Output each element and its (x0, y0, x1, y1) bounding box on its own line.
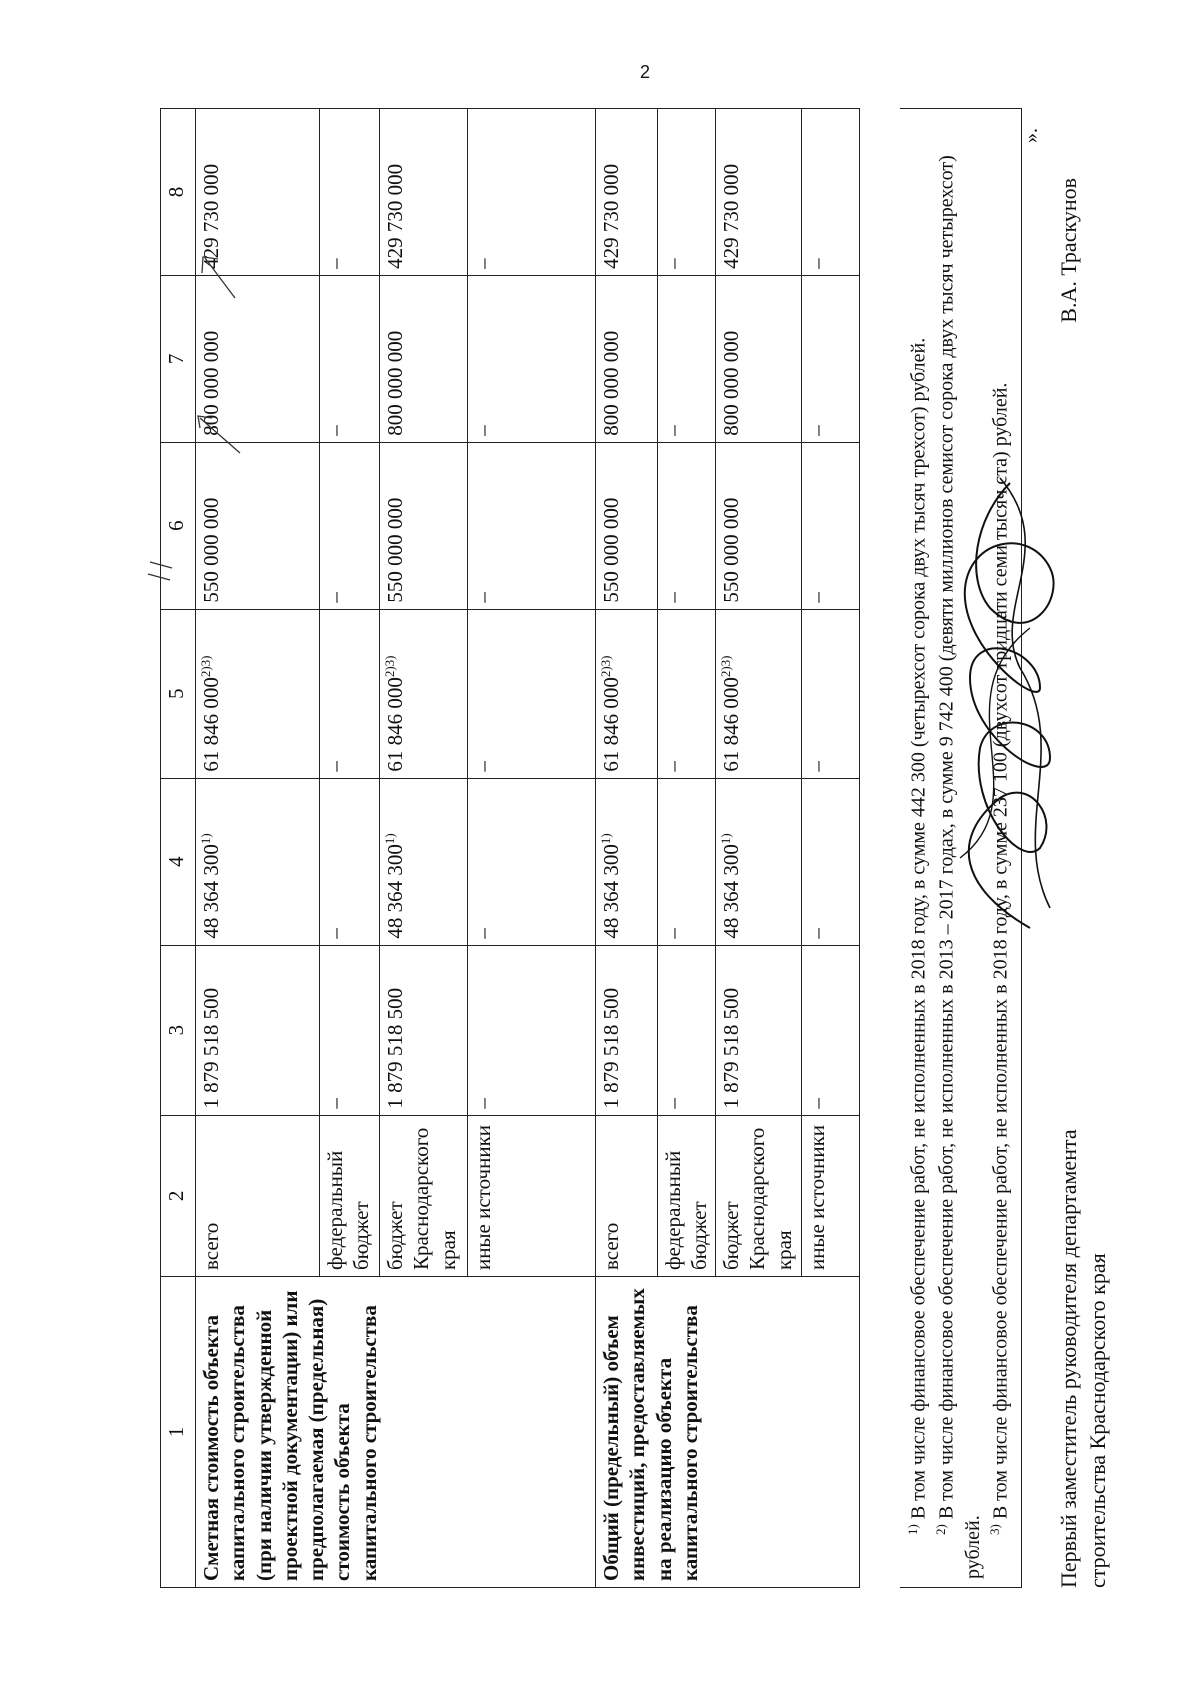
value-cell: 1 879 518 500 (716, 945, 802, 1115)
value-cell: 550 000 000 (196, 442, 320, 609)
footnote-mark: 2) (933, 1524, 949, 1535)
footnote-1 (904, 117, 932, 1579)
value-cell: – (468, 109, 596, 276)
value-cell: – (802, 945, 860, 1115)
footnote-text: В том числе финансовое обеспечение работ, не исполненных в 2018 году, в сумме 237 100 (двухсот тридцати семи тысяч ста) рублей. (990, 382, 1013, 1520)
page-number: 2 (640, 62, 651, 82)
value-cell: 800 000 000 (596, 275, 658, 442)
value-cell: 429 730 000 (716, 109, 802, 276)
value-cell: – (802, 609, 860, 778)
header-cell: 8 (161, 109, 196, 276)
value-cell (716, 778, 802, 945)
value-cell: 429 730 000 (596, 109, 658, 276)
table-header-row (161, 109, 196, 1588)
role-line: строительства Краснодарского края (1084, 1253, 1110, 1588)
footnote-ref: 2)3) (718, 655, 733, 678)
value-cell: 800 000 000 (716, 275, 802, 442)
value-text: 48 364 300 (383, 844, 407, 939)
header-cell: 5 (161, 609, 196, 778)
footnote-ref: 1) (718, 833, 733, 845)
value-cell: – (802, 778, 860, 945)
header-cell: 6 (161, 442, 196, 609)
value-cell: 800 000 000 (196, 275, 320, 442)
value-cell: – (320, 945, 380, 1115)
value-cell: 550 000 000 (596, 442, 658, 609)
table-row (596, 109, 658, 1588)
source-cell: федеральный бюджет (658, 1115, 716, 1276)
value-cell: – (802, 275, 860, 442)
source-cell: бюджет Краснодарского края (380, 1115, 468, 1276)
closing-quote: ». (1020, 128, 1042, 143)
source-cell: бюджет Краснодарского края (716, 1115, 802, 1276)
value-cell (380, 609, 468, 778)
value-cell (196, 778, 320, 945)
footnote-text: В том числе финансовое обеспечение работ, не исполненных в 2013 – 2017 годах, в сумме 9 742 400 (девяти миллионов семисот сорока двух тысяч четырехсот) рублей. (935, 155, 985, 1579)
value-cell: – (320, 442, 380, 609)
footnote-ref: 2)3) (382, 655, 397, 678)
value-cell: 429 730 000 (380, 109, 468, 276)
value-cell: – (468, 778, 596, 945)
handwritten-signature (940, 468, 1080, 948)
role-line: Первый заместитель руководителя департамента (1056, 1129, 1081, 1588)
value-cell: – (658, 609, 716, 778)
value-cell: 429 730 000 (196, 109, 320, 276)
source-cell: федеральный бюджет (320, 1115, 380, 1276)
value-cell: – (468, 609, 596, 778)
value-text: 61 846 000 (199, 677, 223, 772)
value-text: 61 846 000 (599, 677, 623, 772)
pen-mark (190, 398, 250, 458)
value-cell: – (658, 109, 716, 276)
value-cell: – (658, 945, 716, 1115)
value-cell (596, 778, 658, 945)
signatory-role (1055, 868, 1112, 1588)
value-cell: 1 879 518 500 (596, 945, 658, 1115)
value-cell: – (468, 275, 596, 442)
value-cell (596, 609, 658, 778)
footnote-mark: 3) (987, 1524, 1003, 1535)
source-cell: иные источники (468, 1115, 596, 1276)
value-cell: 1 879 518 500 (380, 945, 468, 1115)
value-cell (196, 609, 320, 778)
footnote-text: В том числе финансовое обеспечение работ, не исполненных в 2018 году, в сумме 442 300 (четырехсот сорока двух тысяч трехсот) рублей. (907, 337, 930, 1520)
value-cell (716, 609, 802, 778)
source-cell: всего (196, 1115, 320, 1276)
value-cell: – (658, 275, 716, 442)
signatory-name: В.А. Траскунов (1056, 178, 1081, 323)
value-text: 48 364 300 (199, 844, 223, 939)
value-cell: – (320, 609, 380, 778)
group-title: Сметная стоимость объекта капитального строительства (при наличии утвержденной проектной документации) или предполагаемая (предельная) стоимость объекта капитального строительства (196, 1277, 596, 1588)
value-cell: 1 879 518 500 (196, 945, 320, 1115)
table-row (196, 109, 320, 1588)
value-cell: 800 000 000 (380, 275, 468, 442)
financing-table (160, 108, 860, 1588)
source-cell: иные источники (802, 1115, 860, 1276)
value-cell: – (320, 778, 380, 945)
value-cell (380, 778, 468, 945)
footnote-ref: 1) (382, 833, 397, 845)
pen-mark (140, 548, 180, 588)
value-cell: – (802, 109, 860, 276)
value-cell: 550 000 000 (380, 442, 468, 609)
value-cell: – (658, 442, 716, 609)
value-text: 48 364 300 (599, 844, 623, 939)
pen-mark (190, 243, 250, 303)
header-cell: 2 (161, 1115, 196, 1276)
header-cell: 7 (161, 275, 196, 442)
value-cell: 550 000 000 (716, 442, 802, 609)
value-cell: – (658, 778, 716, 945)
footnote-ref: 1) (198, 833, 213, 845)
value-cell: – (468, 442, 596, 609)
group-title: Общий (предельный) объем инвестиций, предоставляемых на реализацию объекта капитального строительства (596, 1277, 860, 1588)
value-text: 61 846 000 (719, 677, 743, 772)
value-cell: – (468, 945, 596, 1115)
value-cell: – (802, 442, 860, 609)
rotated-document-body (160, 108, 1120, 1588)
footnote-ref: 1) (598, 833, 613, 845)
value-cell: – (320, 109, 380, 276)
header-cell: 3 (161, 945, 196, 1115)
footnote-mark: 1) (905, 1524, 920, 1535)
footnote-ref: 2)3) (198, 655, 213, 678)
value-text: 61 846 000 (383, 677, 407, 772)
value-cell: – (320, 275, 380, 442)
header-cell: 1 (161, 1277, 196, 1588)
footnote-ref: 2)3) (598, 655, 613, 678)
header-cell: 4 (161, 778, 196, 945)
source-cell: всего (596, 1115, 658, 1276)
value-text: 48 364 300 (719, 844, 743, 939)
